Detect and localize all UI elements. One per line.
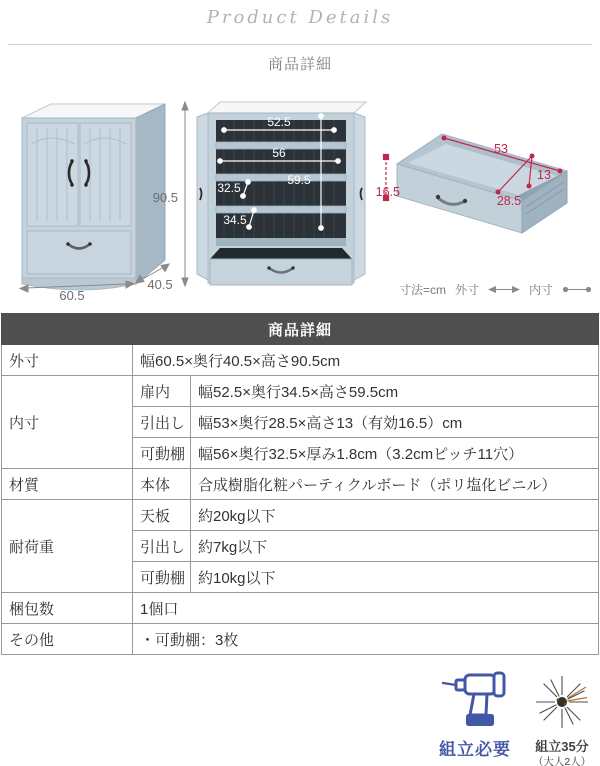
assembly-time-sub-label: （大人2人） bbox=[532, 756, 592, 766]
dim-width-label: 60.5 bbox=[59, 288, 85, 300]
dim-drawer-width-label: 53 bbox=[494, 142, 508, 156]
row-value: 約10kg以下 bbox=[191, 562, 599, 593]
row-label: 外寸 bbox=[2, 345, 133, 376]
row-sublabel: 可動棚 bbox=[133, 438, 191, 469]
dim-shelf-width-label: 56 bbox=[272, 146, 286, 160]
dim-drawer-depth-label: 34.5 bbox=[223, 213, 247, 227]
row-label: 耐荷重 bbox=[2, 500, 133, 593]
dim-top-width-label: 52.5 bbox=[267, 115, 291, 129]
drawer-image bbox=[374, 104, 598, 252]
dim-inner-height-label: 59.5 bbox=[287, 173, 311, 187]
row-sublabel: 本体 bbox=[133, 469, 191, 500]
legend-outer-label: 外寸 bbox=[454, 283, 479, 297]
header-divider bbox=[8, 44, 592, 45]
row-label: 材質 bbox=[2, 469, 133, 500]
inner-dots-icon bbox=[562, 285, 592, 294]
row-value: 幅52.5×奥行34.5×高さ59.5cm bbox=[191, 376, 599, 407]
row-value: 幅53×奥行28.5×高さ13（有効16.5）cm bbox=[191, 407, 599, 438]
drill-icon bbox=[442, 670, 508, 728]
assembly-required-label: 組立必要 bbox=[439, 740, 511, 759]
assembly-time-clock-icon bbox=[534, 674, 590, 730]
page-title: 商品詳細 bbox=[267, 56, 332, 73]
closed-cabinet-image bbox=[8, 88, 198, 300]
legend-inner-label: 内寸 bbox=[528, 283, 553, 297]
dim-drawer-height-label: 13 bbox=[537, 168, 551, 182]
row-sublabel: 引出し bbox=[133, 407, 191, 438]
table-row bbox=[2, 624, 599, 655]
dim-drawer-depth-label: 28.5 bbox=[496, 194, 522, 208]
row-label: 内寸 bbox=[2, 376, 133, 469]
table-row bbox=[2, 593, 599, 624]
row-value: 幅56×奥行32.5×厚み1.8cm（3.2cmピッチ11穴） bbox=[191, 438, 599, 469]
row-sublabel: 引出し bbox=[133, 531, 191, 562]
table-row bbox=[2, 500, 599, 531]
row-sublabel: 扉内 bbox=[133, 376, 191, 407]
row-value: ・可動棚：3枚 bbox=[133, 624, 599, 655]
script-title: Product Details bbox=[206, 7, 394, 28]
row-value: 1個口 bbox=[133, 593, 599, 624]
outer-arrow-icon bbox=[488, 285, 520, 294]
row-value: 合成樹脂化粧パーティクルボード（ポリ塩化ビニル） bbox=[191, 469, 599, 500]
row-label: 梱包数 bbox=[2, 593, 133, 624]
assembly-time-label: 組立35分 bbox=[535, 739, 589, 754]
row-value: 約20kg以下 bbox=[191, 500, 599, 531]
row-sublabel: 天板 bbox=[133, 500, 191, 531]
table-row bbox=[2, 376, 599, 407]
table-row bbox=[2, 345, 599, 376]
assembly-time-badge bbox=[527, 674, 597, 766]
dim-drawer-effective-label: 16.5 bbox=[375, 185, 400, 199]
dimension-legend bbox=[399, 281, 592, 298]
open-cabinet-image bbox=[196, 88, 378, 298]
dim-depth-label: 40.5 bbox=[147, 277, 173, 292]
row-value: 約7kg以下 bbox=[191, 531, 599, 562]
row-sublabel: 可動棚 bbox=[133, 562, 191, 593]
spec-table bbox=[1, 313, 599, 655]
row-label: その他 bbox=[2, 624, 133, 655]
dim-height-label: 90.5 bbox=[152, 190, 178, 205]
dim-shelf-depth-label: 32.5 bbox=[217, 181, 241, 195]
assembly-required-badge bbox=[430, 670, 520, 760]
legend-unit: 寸法=cm bbox=[398, 283, 446, 297]
spec-table-title: 商品詳細 bbox=[2, 314, 599, 345]
row-value: 幅60.5×奥行40.5×高さ90.5cm bbox=[133, 345, 599, 376]
table-row bbox=[2, 469, 599, 500]
